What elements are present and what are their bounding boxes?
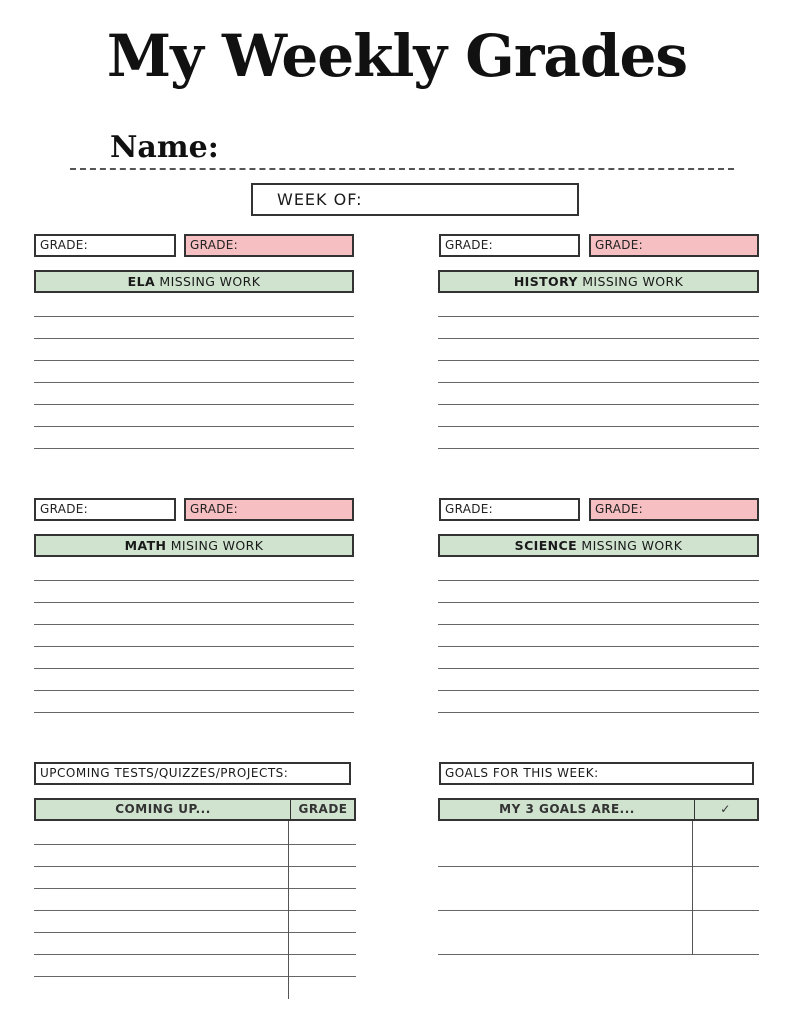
subject-suffix: MISSING WORK	[581, 538, 683, 553]
science-grade-box[interactable]: GRADE:	[439, 498, 580, 521]
ela-grade-box[interactable]: GRADE:	[34, 234, 176, 257]
subject-name: ELA	[127, 274, 156, 289]
subject-suffix: MISSING WORK	[582, 274, 684, 289]
science-writing-line[interactable]	[438, 602, 759, 603]
math-writing-line[interactable]	[34, 668, 354, 669]
subject-name: HISTORY	[513, 274, 578, 289]
ela-writing-line[interactable]	[34, 382, 354, 383]
history-writing-line[interactable]	[438, 382, 759, 383]
grade-column-header: GRADE	[298, 802, 348, 816]
goals-writing-line[interactable]	[438, 954, 759, 955]
history-writing-line[interactable]	[438, 448, 759, 449]
upcoming-tests-label: UPCOMING TESTS/QUIZZES/PROJECTS:	[34, 762, 351, 785]
subject-suffix: MISING WORK	[170, 538, 264, 553]
goals-column-divider	[692, 821, 693, 955]
goals-header: MY 3 GOALS ARE...	[499, 802, 635, 816]
ela-writing-line[interactable]	[34, 360, 354, 361]
math-writing-line[interactable]	[34, 690, 354, 691]
math-writing-line[interactable]	[34, 646, 354, 647]
ela-writing-line[interactable]	[34, 426, 354, 427]
subject-suffix: MISSING WORK	[159, 274, 261, 289]
math-writing-line[interactable]	[34, 602, 354, 603]
page-title: My Weekly Grades	[106, 22, 688, 90]
upcoming-writing-line[interactable]	[34, 910, 356, 911]
goals-label: GOALS FOR THIS WEEK:	[439, 762, 754, 785]
science-grade-box-pink[interactable]: GRADE:	[589, 498, 759, 521]
math-missing-work-header	[34, 534, 354, 557]
upcoming-writing-line[interactable]	[34, 888, 356, 889]
math-writing-line[interactable]	[34, 624, 354, 625]
science-writing-line[interactable]	[438, 624, 759, 625]
math-grade-box[interactable]: GRADE:	[34, 498, 176, 521]
ela-writing-line[interactable]	[34, 316, 354, 317]
math-grade-box-pink[interactable]: GRADE:	[184, 498, 354, 521]
science-writing-line[interactable]	[438, 668, 759, 669]
upcoming-writing-line[interactable]	[34, 844, 356, 845]
subject-name: SCIENCE	[514, 538, 578, 553]
history-writing-line[interactable]	[438, 360, 759, 361]
subject-name: MATH	[124, 538, 167, 553]
goals-writing-line[interactable]	[438, 910, 759, 911]
upcoming-table-header	[34, 798, 356, 821]
science-writing-line[interactable]	[438, 580, 759, 581]
history-grade-box-pink[interactable]: GRADE:	[589, 234, 759, 257]
ela-writing-line[interactable]	[34, 338, 354, 339]
name-label: Name:	[110, 130, 219, 165]
coming-up-header: COMING UP...	[115, 802, 211, 816]
math-writing-line[interactable]	[34, 580, 354, 581]
upcoming-writing-line[interactable]	[34, 954, 356, 955]
science-writing-line[interactable]	[438, 690, 759, 691]
history-writing-line[interactable]	[438, 316, 759, 317]
ela-writing-line[interactable]	[34, 404, 354, 405]
upcoming-column-divider	[288, 821, 289, 999]
ela-grade-box-pink[interactable]: GRADE:	[184, 234, 354, 257]
science-writing-line[interactable]	[438, 646, 759, 647]
math-writing-line[interactable]	[34, 712, 354, 713]
history-grade-box[interactable]: GRADE:	[439, 234, 580, 257]
name-line[interactable]	[70, 168, 734, 170]
goals-table-header	[438, 798, 759, 821]
history-writing-line[interactable]	[438, 338, 759, 339]
ela-writing-line[interactable]	[34, 448, 354, 449]
history-missing-work-header	[438, 270, 759, 293]
history-writing-line[interactable]	[438, 404, 759, 405]
upcoming-writing-line[interactable]	[34, 976, 356, 977]
upcoming-writing-line[interactable]	[34, 932, 356, 933]
ela-missing-work-header	[34, 270, 354, 293]
upcoming-writing-line[interactable]	[34, 866, 356, 867]
week-of-field[interactable]: WEEK OF:	[251, 183, 579, 216]
science-writing-line[interactable]	[438, 712, 759, 713]
goals-writing-line[interactable]	[438, 866, 759, 867]
science-missing-work-header	[438, 534, 759, 557]
history-writing-line[interactable]	[438, 426, 759, 427]
check-icon: ✓	[720, 802, 731, 816]
